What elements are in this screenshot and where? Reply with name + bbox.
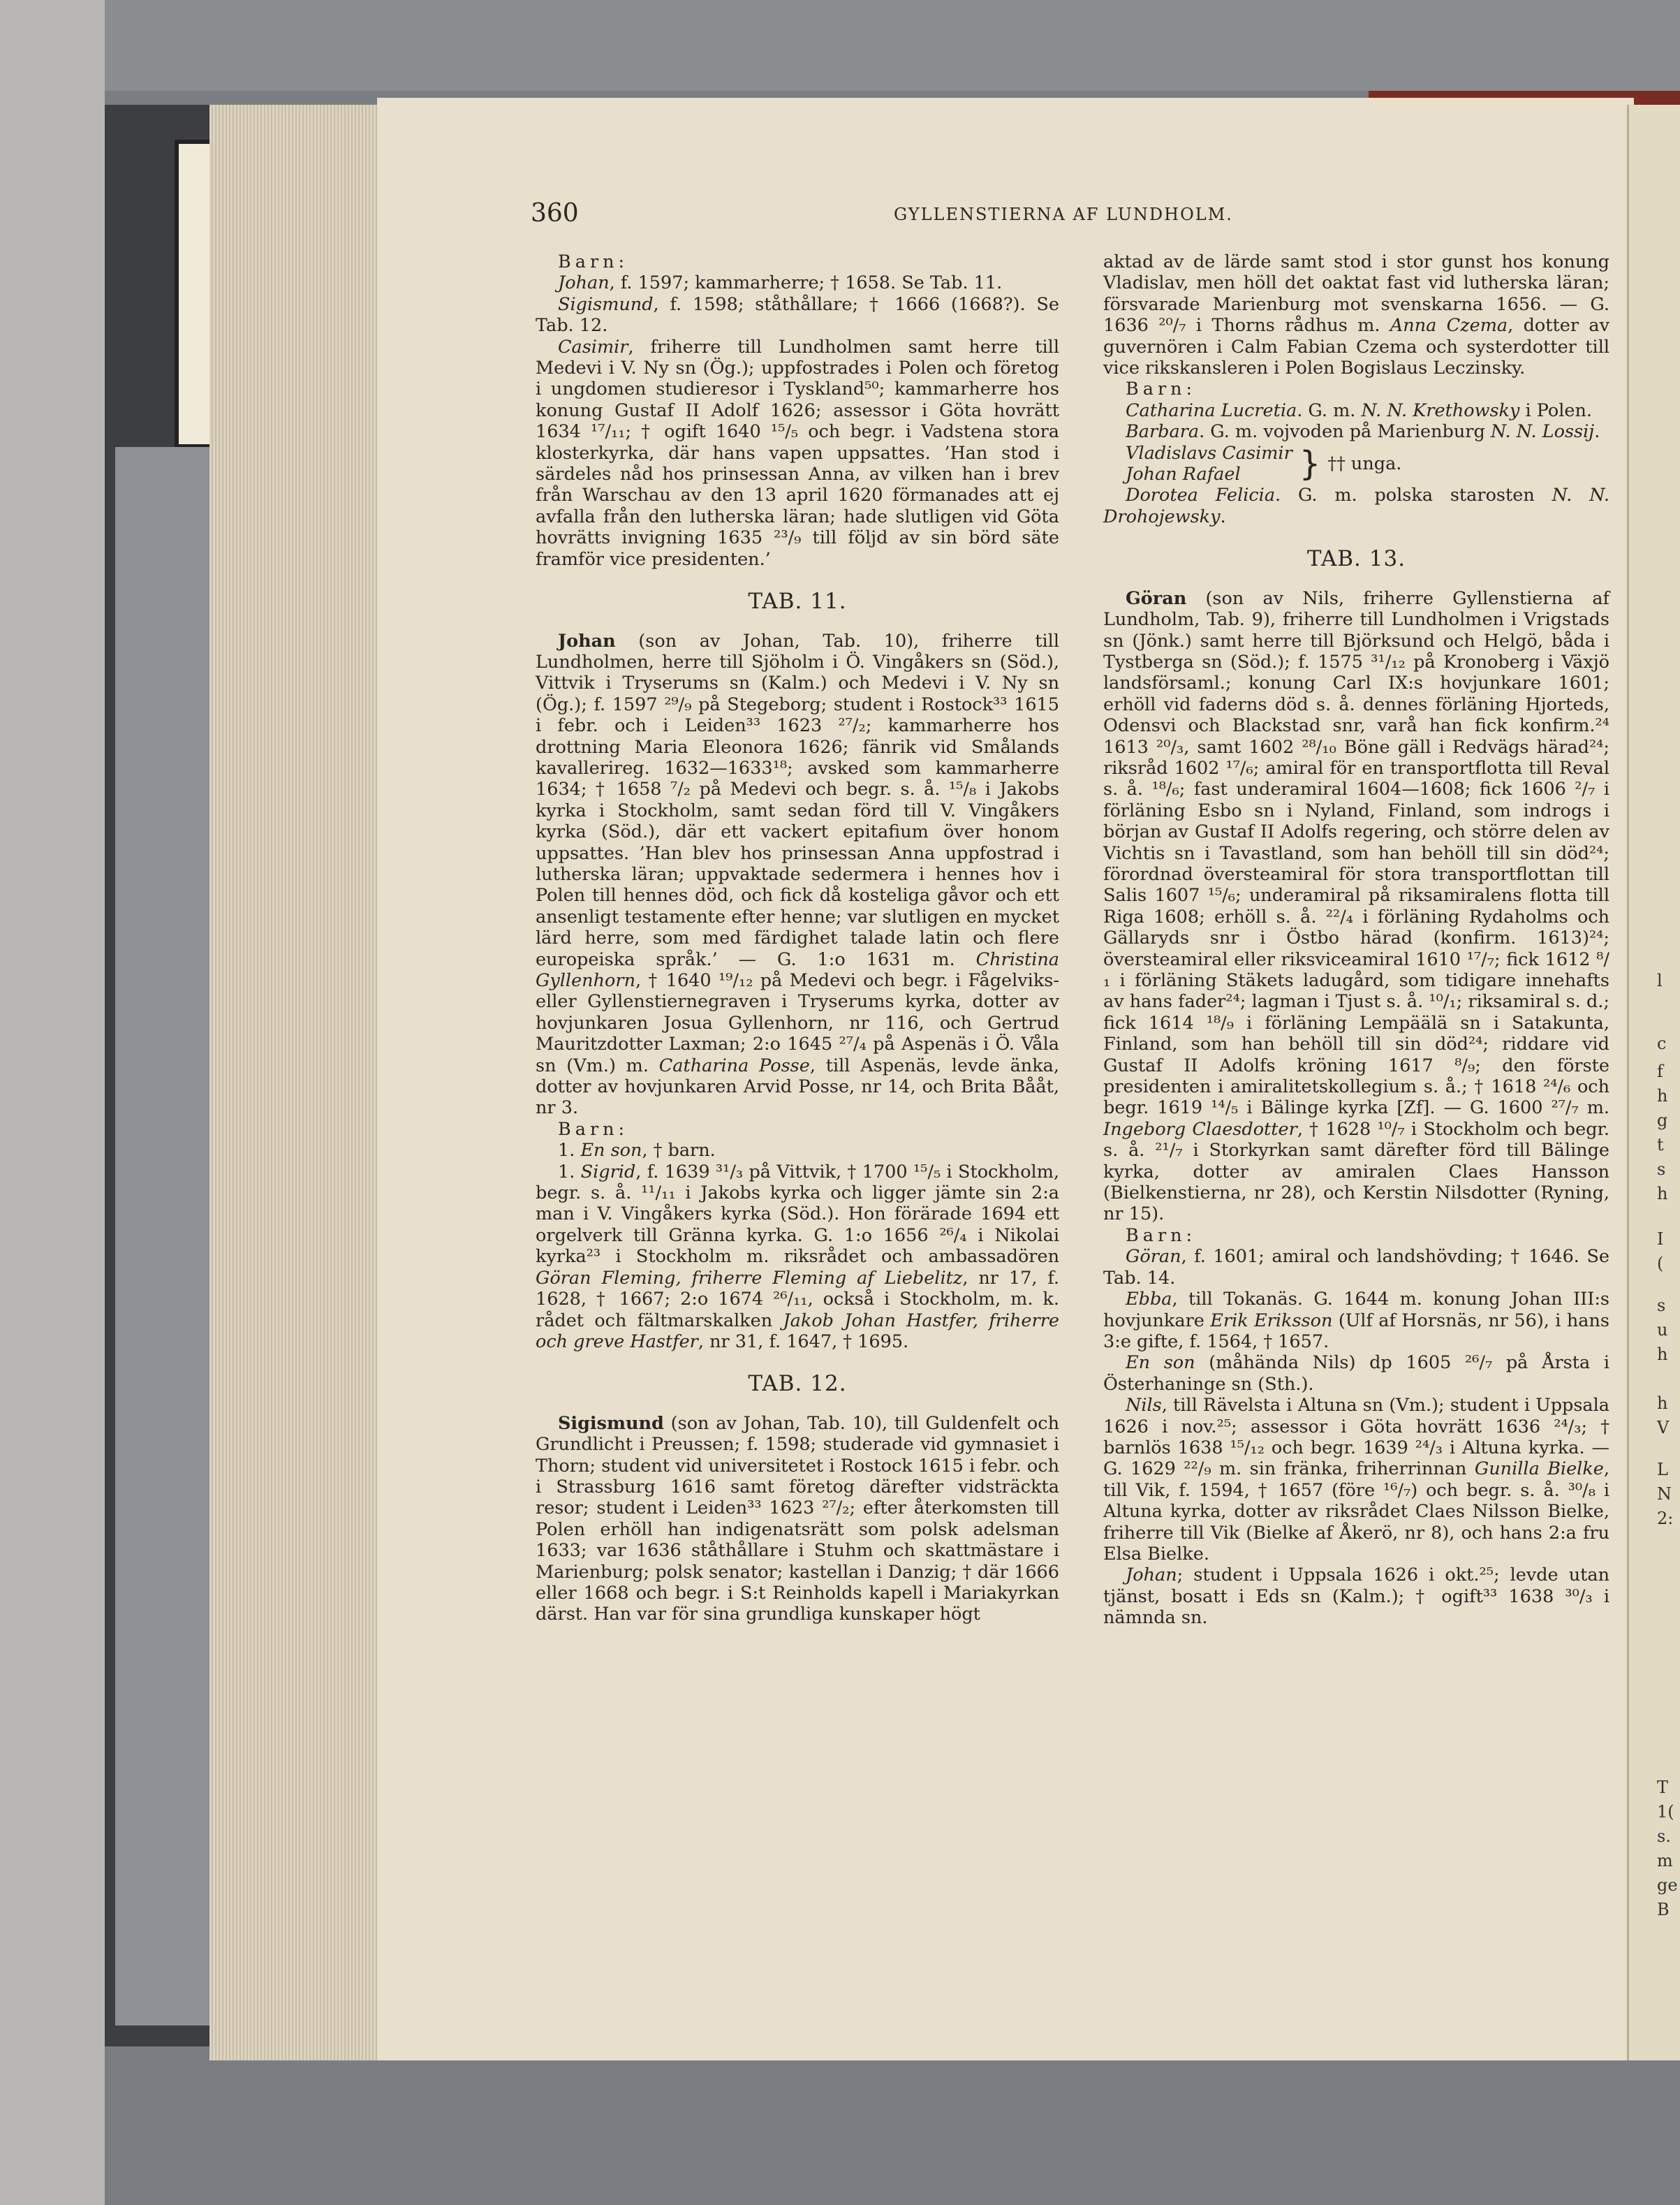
entry-text: (son av Nils, friherre Gyllenstierna af Lundholm, Tab. 9), friherre till Lundholmen i Vrigstads sn (Jönk.) samt herre till Björksund och Helgö, båda i Tystberga sn (Söd.); f. 1575 ³¹/₁₂ på Kronoberg i Växjö landsförsaml.; konung Carl IX:s hovjunkare 1601; erhöll vid faderns död s. å. dennes förläning Hjorteds, Odensvi och Blackstad snr, varå han fick konfirm.²⁴ 1613 ²⁰/₃, samt 1602 ²⁸/₁₀ Böne gäll i Redvägs härad²⁴; riksråd 1602 ¹⁷/₆; amiral för en transportflotta till Reval s. å. ¹⁸/₆; fast underamiral 1604—1608; fick 1606 ²/₇ i förläning Esbo sn i Nyland, Finland, som indrogs i början av Gustaf II Adolfs regering, och större delen av Vichtis sn i Tavastland, som han behöll till sin död²⁴; förordnad översteamiral för stora transportflottan till Salis 1607 ¹⁵/₆; underamiral på riksamiralens flotta till Riga 1608; erhöll s. å. ²²/₄ i förläning Rydaholms och Gällaryds snr i Östbo härad (konfirm. 1613)²⁴; översteamiral eller riksviceamiral 1610 ¹⁷/₇; fick 1612 ⁸/₁ i förläning Stäkets ladugård, som tidigare innehafts av hans fader²⁴; lagman i Tjust s. å. ¹⁰/₁; riksamiral s. d.; fick 1614 ¹⁸/₉ i förläning Lempäälä sn i Satakunta, Finland, som han behöll till sin död²⁴; riddare vid Gustaf II Adolfs kröning 1617 ⁸/₉; den förste presidenten i amiralitetskollegium s. å.; † 1618 ²⁴/₆ och begr. 1619 ¹⁴/₅ i Bälinge kyrka [Zf]. — G. 1600 ²⁷/₇ m. [1103,587,1609,1119]
twin-note: †† unga. [1327,453,1402,474]
entry-text: aktad av de lärde samt stod i stor gunst hos konung Vladislav, men höll det oaktat fast vid lutherska läran; försvarade Marienburg mot svenskarna 1656. — G. 1636 ²⁰/₇ i Thorns rådhus m. [1103,251,1609,337]
fragment: ( [1657,1254,1664,1273]
entry-number: 1. [558,1161,581,1182]
section-heading-tab11: TAB. 11. [748,589,847,615]
page-number: 360 [531,199,579,228]
fragment: 2: [1657,1509,1674,1528]
spouse-name: N. N. Drohojewsky [1103,485,1609,527]
fragment: h [1657,1393,1668,1413]
entry-sigismund [536,294,1059,337]
entry-text: i Polen. [1519,400,1593,421]
barn-heading: Barn: [558,1118,629,1140]
person-name: Nils [1126,1395,1162,1416]
spouse-name: Anna Czema [1390,315,1508,337]
entry-text: . [1594,421,1600,443]
entry-text: ; student i Uppsala 1626 i okt.²⁵; levde utan tjänst, bosatt i Eds sn (Kalm.); † ogift³³ 1638 ³⁰/₃ i nämnda sn. [1103,1565,1609,1629]
fragment: s [1657,1159,1666,1179]
brace-icon: } [1299,444,1321,483]
entry-text: , f. 1639 ³¹/₃ på Vittvik, † 1700 ¹⁵/₅ i Stockholm, begr. s. å. ¹¹/₁₁ i Jakobs kyrka och ligger jämte sin 2:a man i V. Vingåkers kyrka (Söd.). Hon förärade 1694 ett orgelverk till Gränna kyrka. G. 1:o 1656 ²⁶/₄ i Nikolai kyrka²³ i Stockholm m. riksrådet och ambassadören [536,1161,1059,1268]
entry-text: , dotter av guvernören i Calm Fabian Czema och systerdotter till vice rikskansleren i Polen Bogislaus Leczinsky. [1103,315,1609,379]
fragment: s [1657,1296,1666,1315]
spouse-name: Christina Gyllenhorn [536,948,1059,991]
entry-text: , † barn. [642,1140,716,1162]
entry-nils [1103,1395,1609,1565]
entry-text: (son av Johan, Tab. 10), friherre till Lundholmen, herre till Sjöholm i Ö. Vingåkers sn (Söd.), Vittvik i Tryserums sn (Kalm.) och Medevi i V. Ny sn (Ög.); f. 1597 ²⁹/₉ på Stegeborg; student i Rostock³³ 1615 i febr. och i Leiden³³ 1623 ²⁷/₂; kammarherre hos drottning Maria Eleonora 1626; fänrik vid Smålands kavallerireg. 1632—1633¹⁸; avsked som kammarherre 1634; † 1658 ⁷/₂ på Medevi och begr. s. å. ¹⁵/₈ i Jakobs kyrka i Stockholm, samt sedan förd till V. Vingåkers kyrka (Söd.), där ett vackert epitafium över honom uppsattes. ’Han blev hos prinsessan Anna uppfostrad i lutherska läran; uppvaktade sedermera i hennes hov i Polen till hennes död, och fick då kosteliga gåvor och ett ansenligt testamente efter henne; var slutligen en mycket lärd herre, som med färdighet talade latin och flere europeiska språk.’ — G. 1:o 1631 m. [536,630,1059,970]
spouse-name: Ingeborg Claesdotter [1103,1118,1297,1140]
spouse-name: Erik Eriksson [1210,1310,1333,1331]
entry-text: . [1220,506,1226,527]
fragment: s. [1657,1826,1671,1846]
person-name: Sigismund [558,1412,664,1434]
right-column [1103,251,1609,1629]
section-heading-tab13: TAB. 13. [1306,546,1406,572]
entry-text: , nr 17, f. 1628, † 1667; 2:o 1674 ²⁶/₁₁, också i Stockholm, m. k. rådet och fältmarskalken [536,1267,1059,1331]
barn-heading: Barn: [1126,1224,1197,1246]
entry-text: , f. 1601; amiral och landshövding; † 1646. Se Tab. 14. [1103,1246,1609,1289]
barn-heading: Barn: [1126,379,1197,400]
fragment: g [1657,1111,1668,1130]
person-name: Göran [1126,587,1187,609]
entry-text: , friherre till Lundholmen samt herre till Medevi i V. Ny sn (Ög.); uppfostrades i Polen och företog i ungdomen studieresor i Tyskland⁵⁰; kammarherre hos konung Gustaf II Adolf 1626; assessor i Göta hovrätt 1634 ¹⁷/₁₁; † ogift 1640 ¹⁵/₅ och begr. i Vadstena stora klosterkyrka, där hans vapen uppsattes. ’Han stod i särdeles nåd hos prinsessan Anna, av vilken han i brev från Warschau av den 13 april 1620 förmanades att ej avfalla från den lutherska läran; hade slutligen vid Göta hovrätts invigning 1635 ²³/₉ till följd av sin börd säte framför vice presidenten.’ [536,336,1059,570]
entry-barbara [1103,421,1609,442]
person-name: Johan Rafael [1126,464,1241,485]
person-name: Sigrid [580,1161,636,1182]
fragment: B [1657,1900,1670,1919]
entry-text: , † 1640 ¹⁹/₁₂ på Medevi och begr. i Fågelviks- eller Gyllenstiernegraven i Tryserums kyrka, dotter av hovjunkaren Josua Gyllenhorn, nr 116, och Gertrud Mauritzdotter Laxman; 2:o 1645 ²⁷/₄ på Aspenäs i Ö. Våla sn (Vm.) m. [536,970,1059,1076]
entry-tab11 [536,631,1059,1119]
entry-text: , † 1628 ¹⁰/₇ i Stockholm och begr. s. å. ²¹/₇ i Storkyrkan samt därefter förd till Bälinge kyrka, dotter av amiralen Claes Hansson (Bielkenstierna, nr 28), och Kerstin Nilsdotter (Ryning, nr 15). [1103,1118,1610,1225]
background-top [0,0,1680,91]
person-name: Johan [558,630,616,652]
barn-heading: Barn: [558,251,629,272]
person-name: Barbara [1126,421,1200,443]
person-name: Johan [1126,1565,1177,1586]
entry-tab12 [536,1413,1059,1625]
fragment: ge [1657,1875,1678,1895]
page-edges [209,105,391,2060]
entry-text: (måhända Nils) dp 1605 ²⁶/₇ på Årsta i Österhaninge sn (Sth.). [1103,1352,1609,1395]
fragment: N [1657,1484,1672,1504]
entry-catharina [1103,400,1609,421]
background-left [0,0,105,2205]
entry-tab13 [1103,588,1609,1225]
entry-text: . G. m. polska starosten [1275,485,1552,506]
person-name: Casimir [558,336,628,358]
entry-text: , f. 1598; ståthållare; † 1666 (1668?). Se Tab. 12. [536,293,1059,337]
fragment: m [1657,1851,1673,1870]
spouse-name: Jakob Johan Hastfer, friherre och greve Hastfer [536,1310,1059,1352]
spouse-name: N. N. Krethowsky [1361,400,1520,421]
entry-ebba [1103,1289,1609,1352]
continued-text [1103,251,1609,379]
spouse-name: Gunilla Bielke [1474,1458,1604,1480]
left-column [536,251,1059,1625]
twin-names [1103,443,1292,485]
fragment: 1( [1657,1802,1674,1822]
entry-text: (Ulf af Horsnäs, nr 56), i hans 3:e gifte, f. 1564, † 1657. [1103,1310,1609,1352]
fragment: V [1657,1418,1670,1437]
fragment: t [1657,1135,1664,1155]
entry-text: , f. 1597; kammarherre; † 1658. Se Tab. 11. [609,272,1003,294]
person-name: Catharina Lucretia [1126,400,1297,421]
fragment: h [1657,1184,1668,1203]
entry-sigrid [536,1162,1059,1353]
fragment: h [1657,1345,1668,1364]
person-name: En son [1126,1352,1195,1374]
entry-dorotea [1103,485,1609,527]
entry-text: , till Tokanäs. G. 1644 m. konung Johan III:s hovjunkare [1103,1289,1609,1331]
entry-en-son [536,1140,1059,1161]
page-title: GYLLENSTIERNA AF LUNDHOLM. [894,205,1233,224]
person-name: Vladislavs Casimir [1126,442,1292,464]
spouse-name: Göran Fleming, friherre Fleming af Liebelitz [536,1267,963,1289]
person-name: Dorotea Felicia [1126,485,1276,506]
twin-entries [1103,443,1609,485]
fragment: T [1657,1778,1669,1797]
fragment: L [1657,1460,1668,1479]
entry-text: , till Vik, f. 1594, † 1657 (före ¹⁶/₇) och begr. s. å. ³⁰/₈ i Altuna kyrka, dotter av riksrådet Claes Nilsson Bielke, friherre till Vik (Bielke af Åkerö, nr 8), och hans 2:a fru Elsa Bielke. [1103,1458,1609,1565]
entry-en-son [1103,1352,1609,1395]
fragment: c [1657,1034,1667,1053]
fragment: u [1657,1320,1668,1340]
entry-text: , nr 31, f. 1647, † 1695. [698,1331,909,1352]
entry-casimir [536,337,1059,570]
section-heading-tab12: TAB. 12. [748,1371,847,1397]
spouse-name: N. N. Lossij [1490,421,1595,443]
entry-text: , till Rävelsta i Altuna sn (Vm.); student i Uppsala 1626 i nov.²⁵; assessor i Göta hovrätt 1636 ²⁴/₃; † barnlös 1638 ¹⁵/₁₂ och begr. 1639 ²⁴/₃ i Altuna kyrka. — G. 1629 ²²/₉ m. sin fränka, friherrinnan [1103,1395,1609,1480]
person-name: En son [580,1140,642,1162]
entry-goran [1103,1246,1609,1289]
entry-text: (son av Johan, Tab. 10), till Guldenfelt och Grundlicht i Preussen; f. 1598; studerade vid gymnasiet i Thorn; student vid universitetet i Rostock 1615 i febr. och i Strassburg 1616 samt företog därefter vidsträckta resor; student i Leiden³³ 1623 ²⁷/₂; efter återkomsten till Polen erhöll han indigenatsrätt som polsk adelsman 1633; var 1636 ståthållare i Stuhm och skattmästare i Marienburg; polsk senator; kastellan i Danzig; † där 1666 eller 1668 och begr. i S:t Reinholds kapell i Mariakyrkan därst. Han var för sina grundliga kunskaper högt [536,1412,1059,1625]
person-name: Sigismund [558,293,654,315]
spouse-name: Catharina Posse [658,1055,810,1076]
entry-johan [1103,1565,1609,1628]
fragment: I [1657,1229,1664,1249]
entry-text: , till Aspenäs, levde änka, dotter av hovjunkaren Arvid Posse, nr 14, och Brita Bååt, nr 3. [536,1055,1059,1119]
fragment: f [1657,1062,1663,1081]
fragment: l [1657,971,1663,990]
next-page-edge [1627,105,1680,2060]
entry-johan [536,272,1059,293]
person-name: Johan [558,272,610,294]
entry-number: 1. [558,1140,581,1162]
entry-text: . G. m. vojvoden på Marienburg [1199,421,1491,443]
person-name: Ebba [1126,1289,1172,1310]
person-name: Göran [1126,1246,1181,1268]
entry-text: . G. m. [1297,400,1362,421]
running-head [531,199,1680,227]
fragment: h [1657,1086,1668,1106]
